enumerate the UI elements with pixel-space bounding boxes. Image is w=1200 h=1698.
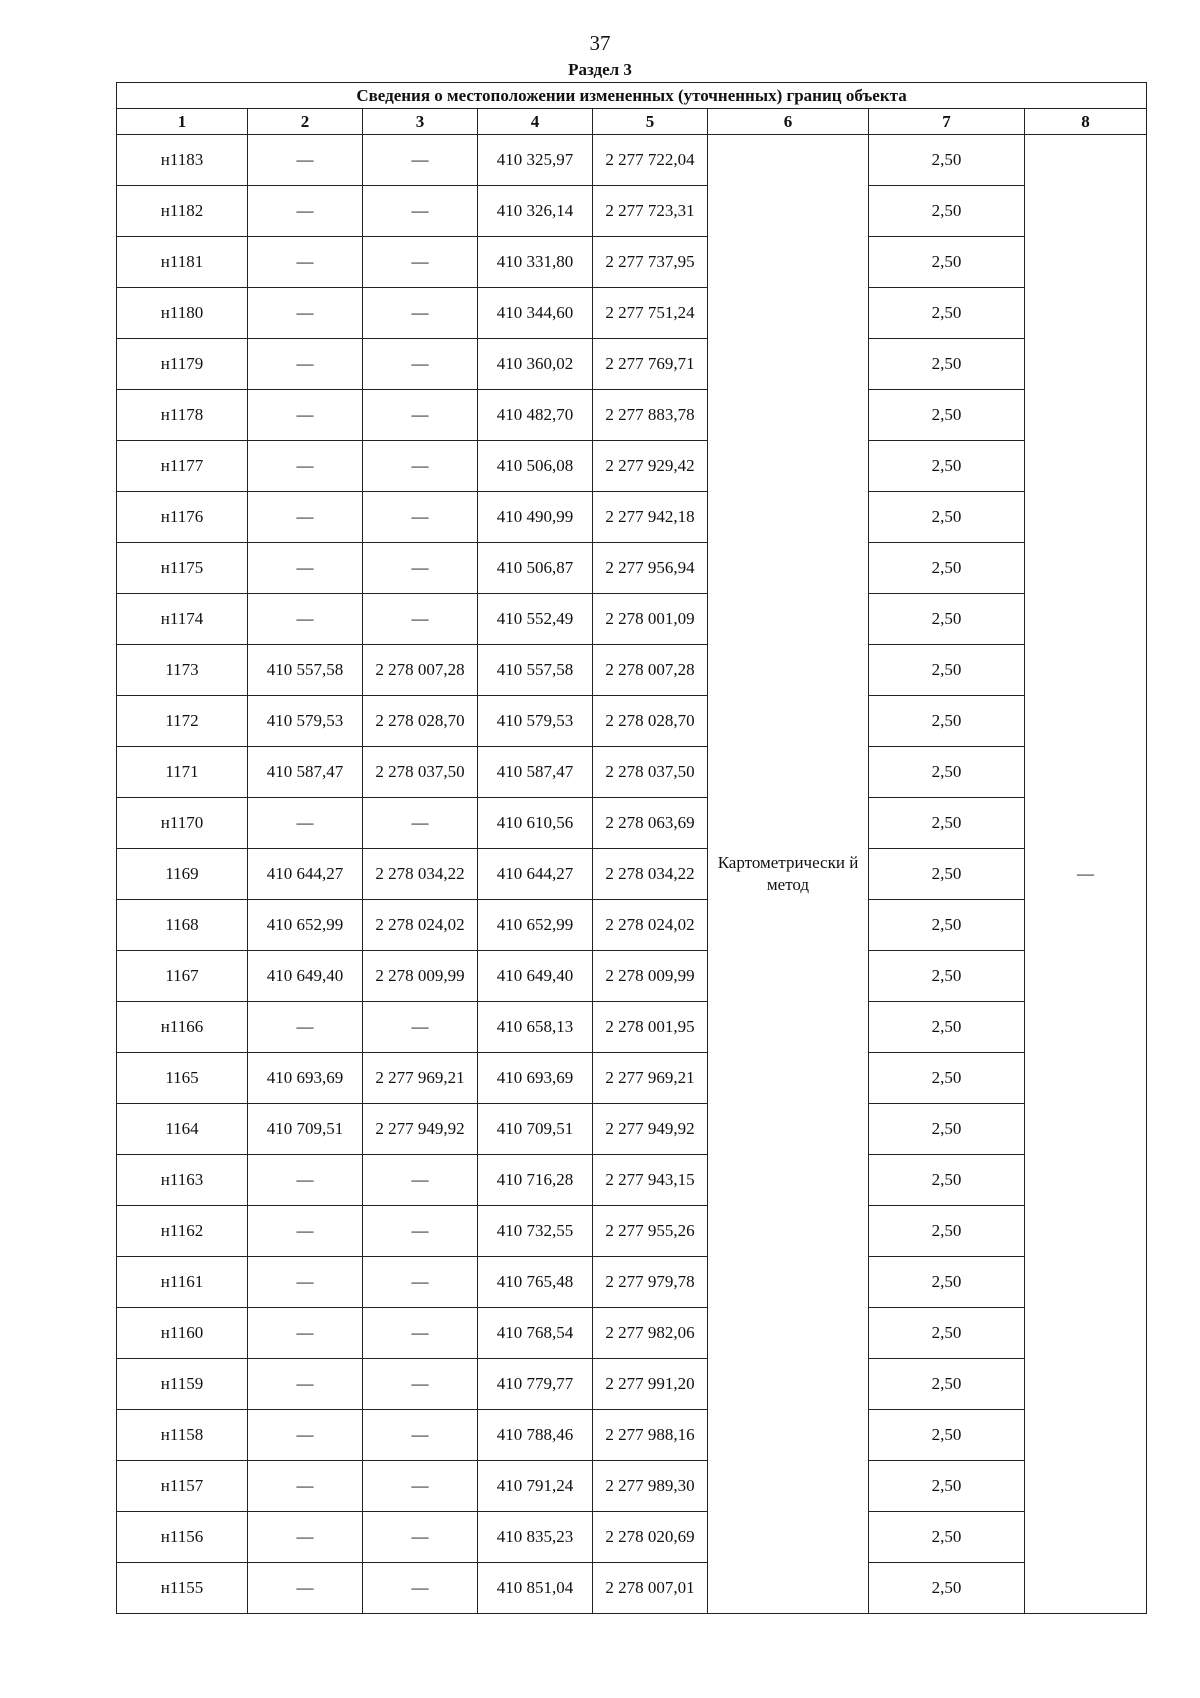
- table-row: [117, 1104, 1147, 1155]
- table-row: [117, 798, 1147, 849]
- old-x-cell: 410 693,69: [248, 1053, 363, 1104]
- old-y-cell: —: [363, 339, 478, 390]
- new-x-cell: 410 587,47: [478, 747, 593, 798]
- table-title: Сведения о местоположении измененных (уточненных) границ объекта: [117, 83, 1147, 109]
- old-y-cell: —: [363, 1410, 478, 1461]
- new-x-cell: 410 490,99: [478, 492, 593, 543]
- new-y-cell: 2 277 929,42: [593, 441, 708, 492]
- accuracy-cell: 2,50: [869, 798, 1025, 849]
- accuracy-cell: 2,50: [869, 288, 1025, 339]
- table-row: [117, 1002, 1147, 1053]
- point-number-cell: н1162: [117, 1206, 248, 1257]
- new-y-cell: 2 277 769,71: [593, 339, 708, 390]
- old-x-cell: —: [248, 1359, 363, 1410]
- old-y-cell: —: [363, 1155, 478, 1206]
- accuracy-cell: 2,50: [869, 135, 1025, 186]
- new-x-cell: 410 579,53: [478, 696, 593, 747]
- accuracy-cell: 2,50: [869, 237, 1025, 288]
- point-number-cell: н1177: [117, 441, 248, 492]
- new-y-cell: 2 278 020,69: [593, 1512, 708, 1563]
- point-number-cell: н1161: [117, 1257, 248, 1308]
- table-row: [117, 747, 1147, 798]
- new-y-cell: 2 277 989,30: [593, 1461, 708, 1512]
- table-row: [117, 900, 1147, 951]
- table-row: [117, 1359, 1147, 1410]
- old-y-cell: 2 278 037,50: [363, 747, 478, 798]
- old-y-cell: 2 278 007,28: [363, 645, 478, 696]
- new-y-cell: 2 277 956,94: [593, 543, 708, 594]
- point-number-cell: 1171: [117, 747, 248, 798]
- new-x-cell: 410 693,69: [478, 1053, 593, 1104]
- point-number-cell: н1155: [117, 1563, 248, 1614]
- old-y-cell: —: [363, 1359, 478, 1410]
- table-row: [117, 186, 1147, 237]
- new-x-cell: 410 506,08: [478, 441, 593, 492]
- new-x-cell: 410 732,55: [478, 1206, 593, 1257]
- point-number-cell: н1158: [117, 1410, 248, 1461]
- old-y-cell: —: [363, 1002, 478, 1053]
- old-y-cell: 2 278 034,22: [363, 849, 478, 900]
- new-x-cell: 410 326,14: [478, 186, 593, 237]
- accuracy-cell: 2,50: [869, 390, 1025, 441]
- old-x-cell: —: [248, 390, 363, 441]
- old-x-cell: —: [248, 1512, 363, 1563]
- new-x-cell: 410 765,48: [478, 1257, 593, 1308]
- table-body: [117, 135, 1147, 1614]
- new-y-cell: 2 278 037,50: [593, 747, 708, 798]
- accuracy-cell: 2,50: [869, 747, 1025, 798]
- table-row: [117, 237, 1147, 288]
- old-x-cell: 410 579,53: [248, 696, 363, 747]
- point-number-cell: н1166: [117, 1002, 248, 1053]
- old-y-cell: —: [363, 1308, 478, 1359]
- table-row: [117, 390, 1147, 441]
- new-x-cell: 410 716,28: [478, 1155, 593, 1206]
- new-y-cell: 2 277 943,15: [593, 1155, 708, 1206]
- old-x-cell: —: [248, 1002, 363, 1053]
- new-y-cell: 2 277 883,78: [593, 390, 708, 441]
- column-number: 3: [363, 109, 478, 135]
- accuracy-cell: 2,50: [869, 1053, 1025, 1104]
- old-y-cell: —: [363, 237, 478, 288]
- point-number-cell: 1167: [117, 951, 248, 1002]
- point-number-cell: н1175: [117, 543, 248, 594]
- old-x-cell: —: [248, 1206, 363, 1257]
- new-x-cell: 410 788,46: [478, 1410, 593, 1461]
- old-x-cell: —: [248, 1308, 363, 1359]
- column-number: 2: [248, 109, 363, 135]
- new-y-cell: 2 277 991,20: [593, 1359, 708, 1410]
- new-x-cell: 410 482,70: [478, 390, 593, 441]
- new-x-cell: 410 768,54: [478, 1308, 593, 1359]
- new-y-cell: 2 278 028,70: [593, 696, 708, 747]
- table-row: [117, 1206, 1147, 1257]
- new-x-cell: 410 652,99: [478, 900, 593, 951]
- accuracy-cell: 2,50: [869, 1155, 1025, 1206]
- new-x-cell: 410 506,87: [478, 543, 593, 594]
- old-y-cell: —: [363, 288, 478, 339]
- new-y-cell: 2 277 942,18: [593, 492, 708, 543]
- point-number-cell: 1169: [117, 849, 248, 900]
- point-number-cell: н1160: [117, 1308, 248, 1359]
- new-y-cell: 2 277 737,95: [593, 237, 708, 288]
- point-number-cell: н1182: [117, 186, 248, 237]
- old-y-cell: 2 277 969,21: [363, 1053, 478, 1104]
- old-y-cell: 2 277 949,92: [363, 1104, 478, 1155]
- point-number-cell: н1163: [117, 1155, 248, 1206]
- new-y-cell: 2 278 034,22: [593, 849, 708, 900]
- old-x-cell: —: [248, 798, 363, 849]
- table-row: [117, 1053, 1147, 1104]
- column-8-cell: —: [1025, 135, 1147, 1614]
- old-x-cell: —: [248, 441, 363, 492]
- accuracy-cell: 2,50: [869, 951, 1025, 1002]
- accuracy-cell: 2,50: [869, 543, 1025, 594]
- new-x-cell: 410 610,56: [478, 798, 593, 849]
- table-row: [117, 1512, 1147, 1563]
- new-y-cell: 2 277 982,06: [593, 1308, 708, 1359]
- point-number-cell: н1174: [117, 594, 248, 645]
- new-y-cell: 2 278 007,28: [593, 645, 708, 696]
- accuracy-cell: 2,50: [869, 849, 1025, 900]
- accuracy-cell: 2,50: [869, 645, 1025, 696]
- old-x-cell: 410 587,47: [248, 747, 363, 798]
- old-x-cell: —: [248, 186, 363, 237]
- accuracy-cell: 2,50: [869, 1257, 1025, 1308]
- old-y-cell: —: [363, 186, 478, 237]
- new-y-cell: 2 277 979,78: [593, 1257, 708, 1308]
- accuracy-cell: 2,50: [869, 1359, 1025, 1410]
- point-number-cell: н1180: [117, 288, 248, 339]
- accuracy-cell: 2,50: [869, 339, 1025, 390]
- accuracy-cell: 2,50: [869, 441, 1025, 492]
- old-x-cell: —: [248, 135, 363, 186]
- table-row: [117, 696, 1147, 747]
- point-number-cell: н1176: [117, 492, 248, 543]
- table-row: [117, 849, 1147, 900]
- new-x-cell: 410 344,60: [478, 288, 593, 339]
- new-x-cell: 410 331,80: [478, 237, 593, 288]
- accuracy-cell: 2,50: [869, 594, 1025, 645]
- column-number-row: [117, 109, 1147, 135]
- table-row: [117, 645, 1147, 696]
- new-x-cell: 410 644,27: [478, 849, 593, 900]
- method-cell: Картометрически й метод: [708, 135, 869, 1614]
- new-x-cell: 410 360,02: [478, 339, 593, 390]
- old-y-cell: —: [363, 1563, 478, 1614]
- new-y-cell: 2 278 009,99: [593, 951, 708, 1002]
- old-x-cell: 410 649,40: [248, 951, 363, 1002]
- old-y-cell: —: [363, 543, 478, 594]
- new-x-cell: 410 649,40: [478, 951, 593, 1002]
- table-row: [117, 492, 1147, 543]
- old-y-cell: —: [363, 1512, 478, 1563]
- old-y-cell: 2 278 024,02: [363, 900, 478, 951]
- old-y-cell: 2 278 009,99: [363, 951, 478, 1002]
- new-y-cell: 2 277 949,92: [593, 1104, 708, 1155]
- accuracy-cell: 2,50: [869, 1206, 1025, 1257]
- page-number: 37: [589, 31, 611, 55]
- point-number-cell: 1173: [117, 645, 248, 696]
- column-number: 7: [869, 109, 1025, 135]
- table-row: [117, 339, 1147, 390]
- old-x-cell: —: [248, 1563, 363, 1614]
- boundary-table: [116, 82, 1147, 1614]
- old-x-cell: 410 652,99: [248, 900, 363, 951]
- old-x-cell: 410 557,58: [248, 645, 363, 696]
- table-row: [117, 1155, 1147, 1206]
- table-row: [117, 594, 1147, 645]
- column-number: 6: [708, 109, 869, 135]
- table-row: [117, 951, 1147, 1002]
- accuracy-cell: 2,50: [869, 1512, 1025, 1563]
- old-x-cell: —: [248, 339, 363, 390]
- accuracy-cell: 2,50: [869, 1308, 1025, 1359]
- old-y-cell: —: [363, 441, 478, 492]
- accuracy-cell: 2,50: [869, 1410, 1025, 1461]
- column-number: 5: [593, 109, 708, 135]
- old-y-cell: —: [363, 1257, 478, 1308]
- point-number-cell: н1181: [117, 237, 248, 288]
- new-y-cell: 2 278 001,09: [593, 594, 708, 645]
- accuracy-cell: 2,50: [869, 492, 1025, 543]
- point-number-cell: 1172: [117, 696, 248, 747]
- point-number-cell: н1178: [117, 390, 248, 441]
- accuracy-cell: 2,50: [869, 1461, 1025, 1512]
- old-x-cell: 410 709,51: [248, 1104, 363, 1155]
- point-number-cell: 1165: [117, 1053, 248, 1104]
- table-row: [117, 288, 1147, 339]
- accuracy-cell: 2,50: [869, 1563, 1025, 1614]
- old-x-cell: —: [248, 594, 363, 645]
- point-number-cell: н1183: [117, 135, 248, 186]
- old-x-cell: —: [248, 1155, 363, 1206]
- new-y-cell: 2 277 969,21: [593, 1053, 708, 1104]
- new-x-cell: 410 709,51: [478, 1104, 593, 1155]
- new-y-cell: 2 277 722,04: [593, 135, 708, 186]
- new-y-cell: 2 277 723,31: [593, 186, 708, 237]
- old-y-cell: 2 278 028,70: [363, 696, 478, 747]
- accuracy-cell: 2,50: [869, 1002, 1025, 1053]
- column-number: 8: [1025, 109, 1147, 135]
- section-title: Раздел 3: [568, 60, 632, 79]
- new-y-cell: 2 277 751,24: [593, 288, 708, 339]
- old-x-cell: 410 644,27: [248, 849, 363, 900]
- new-y-cell: 2 278 007,01: [593, 1563, 708, 1614]
- new-x-cell: 410 779,77: [478, 1359, 593, 1410]
- accuracy-cell: 2,50: [869, 186, 1025, 237]
- new-x-cell: 410 791,24: [478, 1461, 593, 1512]
- old-x-cell: —: [248, 1461, 363, 1512]
- new-x-cell: 410 325,97: [478, 135, 593, 186]
- old-y-cell: —: [363, 1461, 478, 1512]
- new-x-cell: 410 557,58: [478, 645, 593, 696]
- old-x-cell: —: [248, 1257, 363, 1308]
- point-number-cell: н1170: [117, 798, 248, 849]
- accuracy-cell: 2,50: [869, 696, 1025, 747]
- new-y-cell: 2 278 024,02: [593, 900, 708, 951]
- table-row: [117, 1563, 1147, 1614]
- old-y-cell: —: [363, 1206, 478, 1257]
- point-number-cell: н1179: [117, 339, 248, 390]
- table-row: [117, 1257, 1147, 1308]
- point-number-cell: 1164: [117, 1104, 248, 1155]
- new-x-cell: 410 658,13: [478, 1002, 593, 1053]
- old-y-cell: —: [363, 390, 478, 441]
- point-number-cell: н1156: [117, 1512, 248, 1563]
- table-row: [117, 1410, 1147, 1461]
- column-number: 1: [117, 109, 248, 135]
- old-y-cell: —: [363, 135, 478, 186]
- point-number-cell: н1157: [117, 1461, 248, 1512]
- new-y-cell: 2 277 988,16: [593, 1410, 708, 1461]
- old-x-cell: —: [248, 492, 363, 543]
- old-x-cell: —: [248, 288, 363, 339]
- old-x-cell: —: [248, 543, 363, 594]
- old-x-cell: —: [248, 237, 363, 288]
- accuracy-cell: 2,50: [869, 1104, 1025, 1155]
- old-y-cell: —: [363, 492, 478, 543]
- new-y-cell: 2 277 955,26: [593, 1206, 708, 1257]
- column-number: 4: [478, 109, 593, 135]
- table-row: [117, 1461, 1147, 1512]
- new-x-cell: 410 552,49: [478, 594, 593, 645]
- table-row: [117, 135, 1147, 186]
- old-x-cell: —: [248, 1410, 363, 1461]
- table-row: [117, 543, 1147, 594]
- point-number-cell: н1159: [117, 1359, 248, 1410]
- new-x-cell: 410 835,23: [478, 1512, 593, 1563]
- new-x-cell: 410 851,04: [478, 1563, 593, 1614]
- new-y-cell: 2 278 001,95: [593, 1002, 708, 1053]
- old-y-cell: —: [363, 594, 478, 645]
- accuracy-cell: 2,50: [869, 900, 1025, 951]
- table-row: [117, 1308, 1147, 1359]
- point-number-cell: 1168: [117, 900, 248, 951]
- old-y-cell: —: [363, 798, 478, 849]
- new-y-cell: 2 278 063,69: [593, 798, 708, 849]
- table-row: [117, 441, 1147, 492]
